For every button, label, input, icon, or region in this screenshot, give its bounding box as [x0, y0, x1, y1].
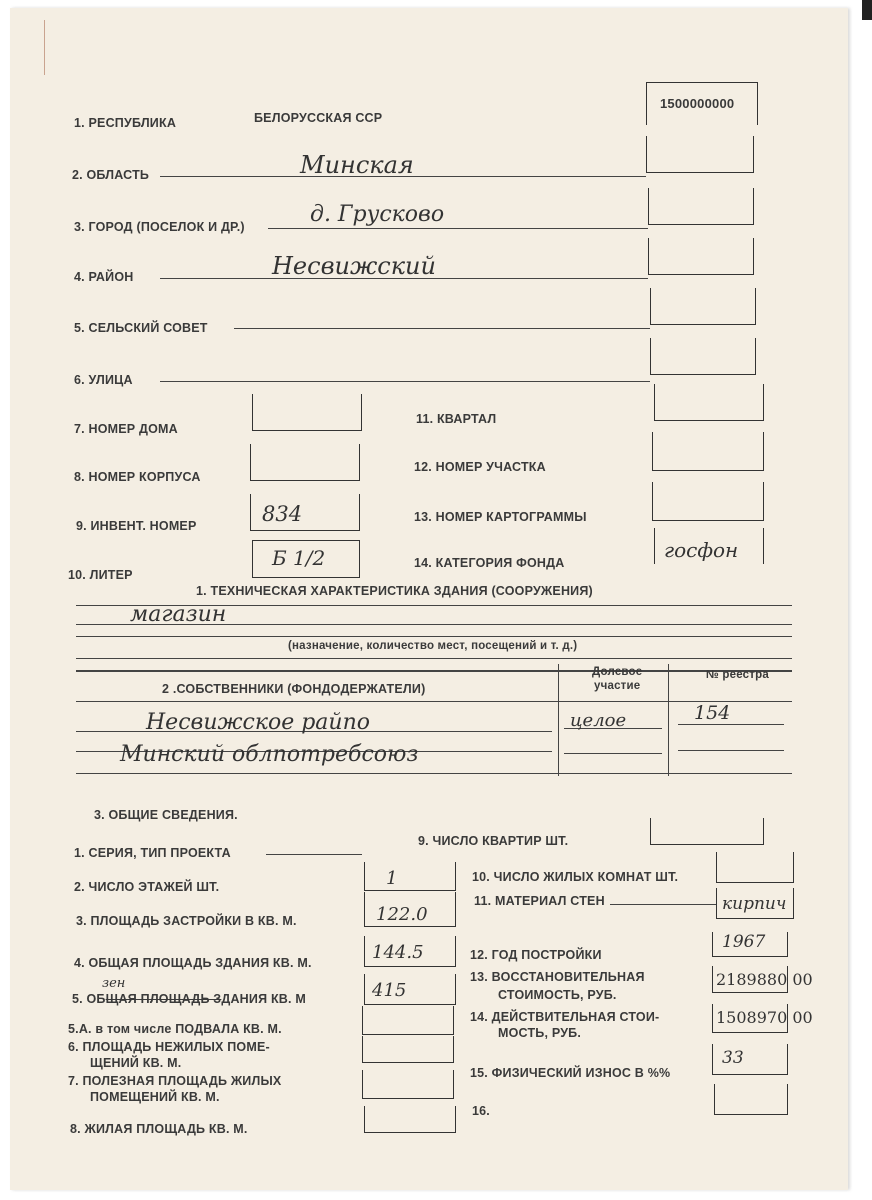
apartments-box [650, 818, 764, 845]
district-label: 4. РАЙОН [74, 270, 134, 284]
replacement-cost-label-1: 13. ВОССТАНОВИТЕЛЬНАЯ [470, 970, 645, 984]
actual-cost-value: 1508970 00 [716, 1008, 813, 1027]
volume-correction-note: зен [102, 976, 126, 991]
wall-material-value: кирпич [722, 894, 787, 914]
korpus-box [250, 444, 360, 481]
section1-hint: (назначение, количество мест, посещений и т. д.) [288, 640, 578, 652]
useful-area-box [362, 1070, 454, 1099]
code-value: 1500000000 [660, 96, 735, 111]
floors-label: 2. ЧИСЛО ЭТАЖЕЙ ШТ. [74, 880, 220, 894]
owners-table-top [76, 670, 792, 672]
liter-label: 10. ЛИТЕР [68, 568, 133, 582]
liter-value: Б 1/2 [272, 546, 326, 570]
volume-label-part-a: 5. ОБ [72, 992, 106, 1006]
section1-line-2 [76, 624, 792, 625]
registry-value: 154 [694, 702, 731, 724]
field-16-box [714, 1084, 788, 1115]
inventory-number-value: 834 [262, 502, 303, 526]
fund-category-label: 14. КАТЕГОРИЯ ФОНДА [414, 556, 565, 570]
city-label: 3. ГОРОД (ПОСЕЛОК И ДР.) [74, 220, 245, 234]
cartogram-box [652, 482, 764, 521]
republic-value: БЕЛОРУССКАЯ ССР [254, 111, 383, 125]
volume-label-part-c: ДАНИЯ КВ. М [221, 992, 306, 1006]
kvartal-label: 11. КВАРТАЛ [416, 412, 497, 426]
volume-label [72, 992, 306, 1006]
built-area-label: 3. ПЛОЩАДЬ ЗАСТРОЙКИ В КВ. М. [76, 914, 297, 928]
form-sheet [10, 8, 848, 1190]
share-col-header-2: участие [594, 680, 641, 692]
house-number-box [252, 394, 362, 431]
share-col-header-1: Долевое [592, 666, 643, 678]
kvartal-box [654, 384, 764, 421]
project-series-label: 1. СЕРИЯ, ТИП ПРОЕКТА [74, 846, 231, 860]
plot-number-label: 12. НОМЕР УЧАСТКА [414, 460, 546, 474]
inventory-number-label: 9. ИНВЕНТ. НОМЕР [76, 519, 197, 533]
city-code-box [648, 188, 754, 225]
section1-line-4 [76, 658, 792, 659]
replacement-cost-value: 2189880 00 [716, 970, 813, 989]
build-year-label: 12. ГОД ПОСТРОЙКИ [470, 948, 602, 962]
basement-area-box [362, 1006, 454, 1035]
living-area-label: 8. ЖИЛАЯ ПЛОЩАДЬ КВ. М. [70, 1122, 248, 1136]
apartments-label: 9. ЧИСЛО КВАРТИР ШТ. [418, 834, 569, 848]
district-value: Несвижский [272, 252, 436, 280]
share-value: целое [570, 710, 627, 731]
owner-value-1: Несвижское райпо [146, 710, 371, 735]
city-value: д. Грусково [310, 202, 445, 227]
owners-col-divider-2 [668, 664, 669, 776]
rooms-box [716, 852, 794, 883]
scan-edge [862, 0, 872, 20]
total-area-label: 4. ОБЩАЯ ПЛОЩАДЬ ЗДАНИЯ КВ. М. [74, 956, 312, 970]
republic-label: 1. РЕСПУБЛИКА [74, 116, 177, 130]
owners-col-header: 2 .СОБСТВЕННИКИ (ФОНДОДЕРЖАТЕЛИ) [162, 682, 426, 696]
house-number-label: 7. НОМЕР ДОМА [74, 422, 178, 436]
project-series-line [266, 854, 362, 855]
owner-row-line-3 [76, 773, 792, 774]
street-label: 6. УЛИЦА [74, 373, 133, 387]
section3-title: 3. ОБЩИЕ СВЕДЕНИЯ. [94, 808, 238, 822]
useful-area-label-2: ПОМЕЩЕНИЙ КВ. М. [90, 1090, 220, 1104]
registry-col-header: № реестра [706, 669, 769, 681]
street-line [160, 381, 650, 382]
nonresidential-area-label-2: ЩЕНИЙ КВ. М. [90, 1056, 182, 1070]
wear-value: 33 [722, 1048, 744, 1068]
reg-row-line-1 [678, 724, 784, 725]
section1-line-3 [76, 636, 792, 637]
nonresidential-area-box [362, 1036, 454, 1063]
korpus-label: 8. НОМЕР КОРПУСА [74, 470, 201, 484]
volume-value: 415 [372, 980, 407, 1001]
total-area-value: 144.5 [372, 942, 424, 963]
section1-value: магазин [130, 602, 227, 627]
street-code-box [650, 338, 756, 375]
actual-cost-label-2: МОСТЬ, РУБ. [498, 1026, 582, 1040]
oblast-value: Минская [300, 151, 414, 179]
wall-material-label: 11. МАТЕРИАЛ СТЕН [474, 894, 605, 908]
district-code-box [648, 238, 754, 275]
actual-cost-label-1: 14. ДЕЙСТВИТЕЛЬНАЯ СТОИ- [470, 1010, 660, 1024]
owner-value-2: Минский облпотребсоюз [120, 742, 419, 767]
share-row-line-2 [564, 753, 662, 754]
wear-label: 15. ФИЗИЧЕСКИЙ ИЗНОС В %% [470, 1066, 671, 1080]
section1-title: 1. ТЕХНИЧЕСКАЯ ХАРАКТЕРИСТИКА ЗДАНИЯ (СООРУЖЕНИЯ) [196, 584, 593, 598]
wall-material-line [610, 904, 716, 905]
owners-header-bottom [76, 701, 792, 702]
oblast-code-box [646, 136, 754, 173]
built-area-value: 122.0 [376, 904, 428, 925]
oblast-label: 2. ОБЛАСТЬ [72, 168, 150, 182]
living-area-box [364, 1106, 456, 1133]
rooms-label: 10. ЧИСЛО ЖИЛЫХ КОМНАТ ШТ. [472, 870, 679, 884]
reg-row-line-2 [678, 750, 784, 751]
useful-area-label-1: 7. ПОЛЕЗНАЯ ПЛОЩАДЬ ЖИЛЫХ [68, 1074, 282, 1088]
selsovet-label: 5. СЕЛЬСКИЙ СОВЕТ [74, 321, 208, 335]
volume-label-struck: ЩАЯ ПЛОЩАДЬ З [105, 992, 222, 1006]
basement-area-label: 5.А. в том числе ПОДВАЛА КВ. М. [68, 1022, 282, 1036]
nonresidential-area-label-1: 6. ПЛОЩАДЬ НЕЖИЛЫХ ПОМЕ- [68, 1040, 270, 1054]
paper-mark [44, 20, 45, 75]
fund-category-value: госфон [664, 538, 739, 562]
plot-number-box [652, 432, 764, 471]
floors-value: 1 [386, 868, 398, 889]
owners-col-divider-1 [558, 664, 559, 776]
floors-box [364, 862, 456, 891]
build-year-value: 1967 [722, 932, 766, 952]
cartogram-label: 13. НОМЕР КАРТОГРАММЫ [414, 510, 587, 524]
field-16-label: 16. [472, 1104, 490, 1118]
city-line [268, 228, 648, 229]
selsovet-code-box [650, 288, 756, 325]
selsovet-line [234, 328, 650, 329]
replacement-cost-label-2: СТОИМОСТЬ, РУБ. [498, 988, 617, 1002]
